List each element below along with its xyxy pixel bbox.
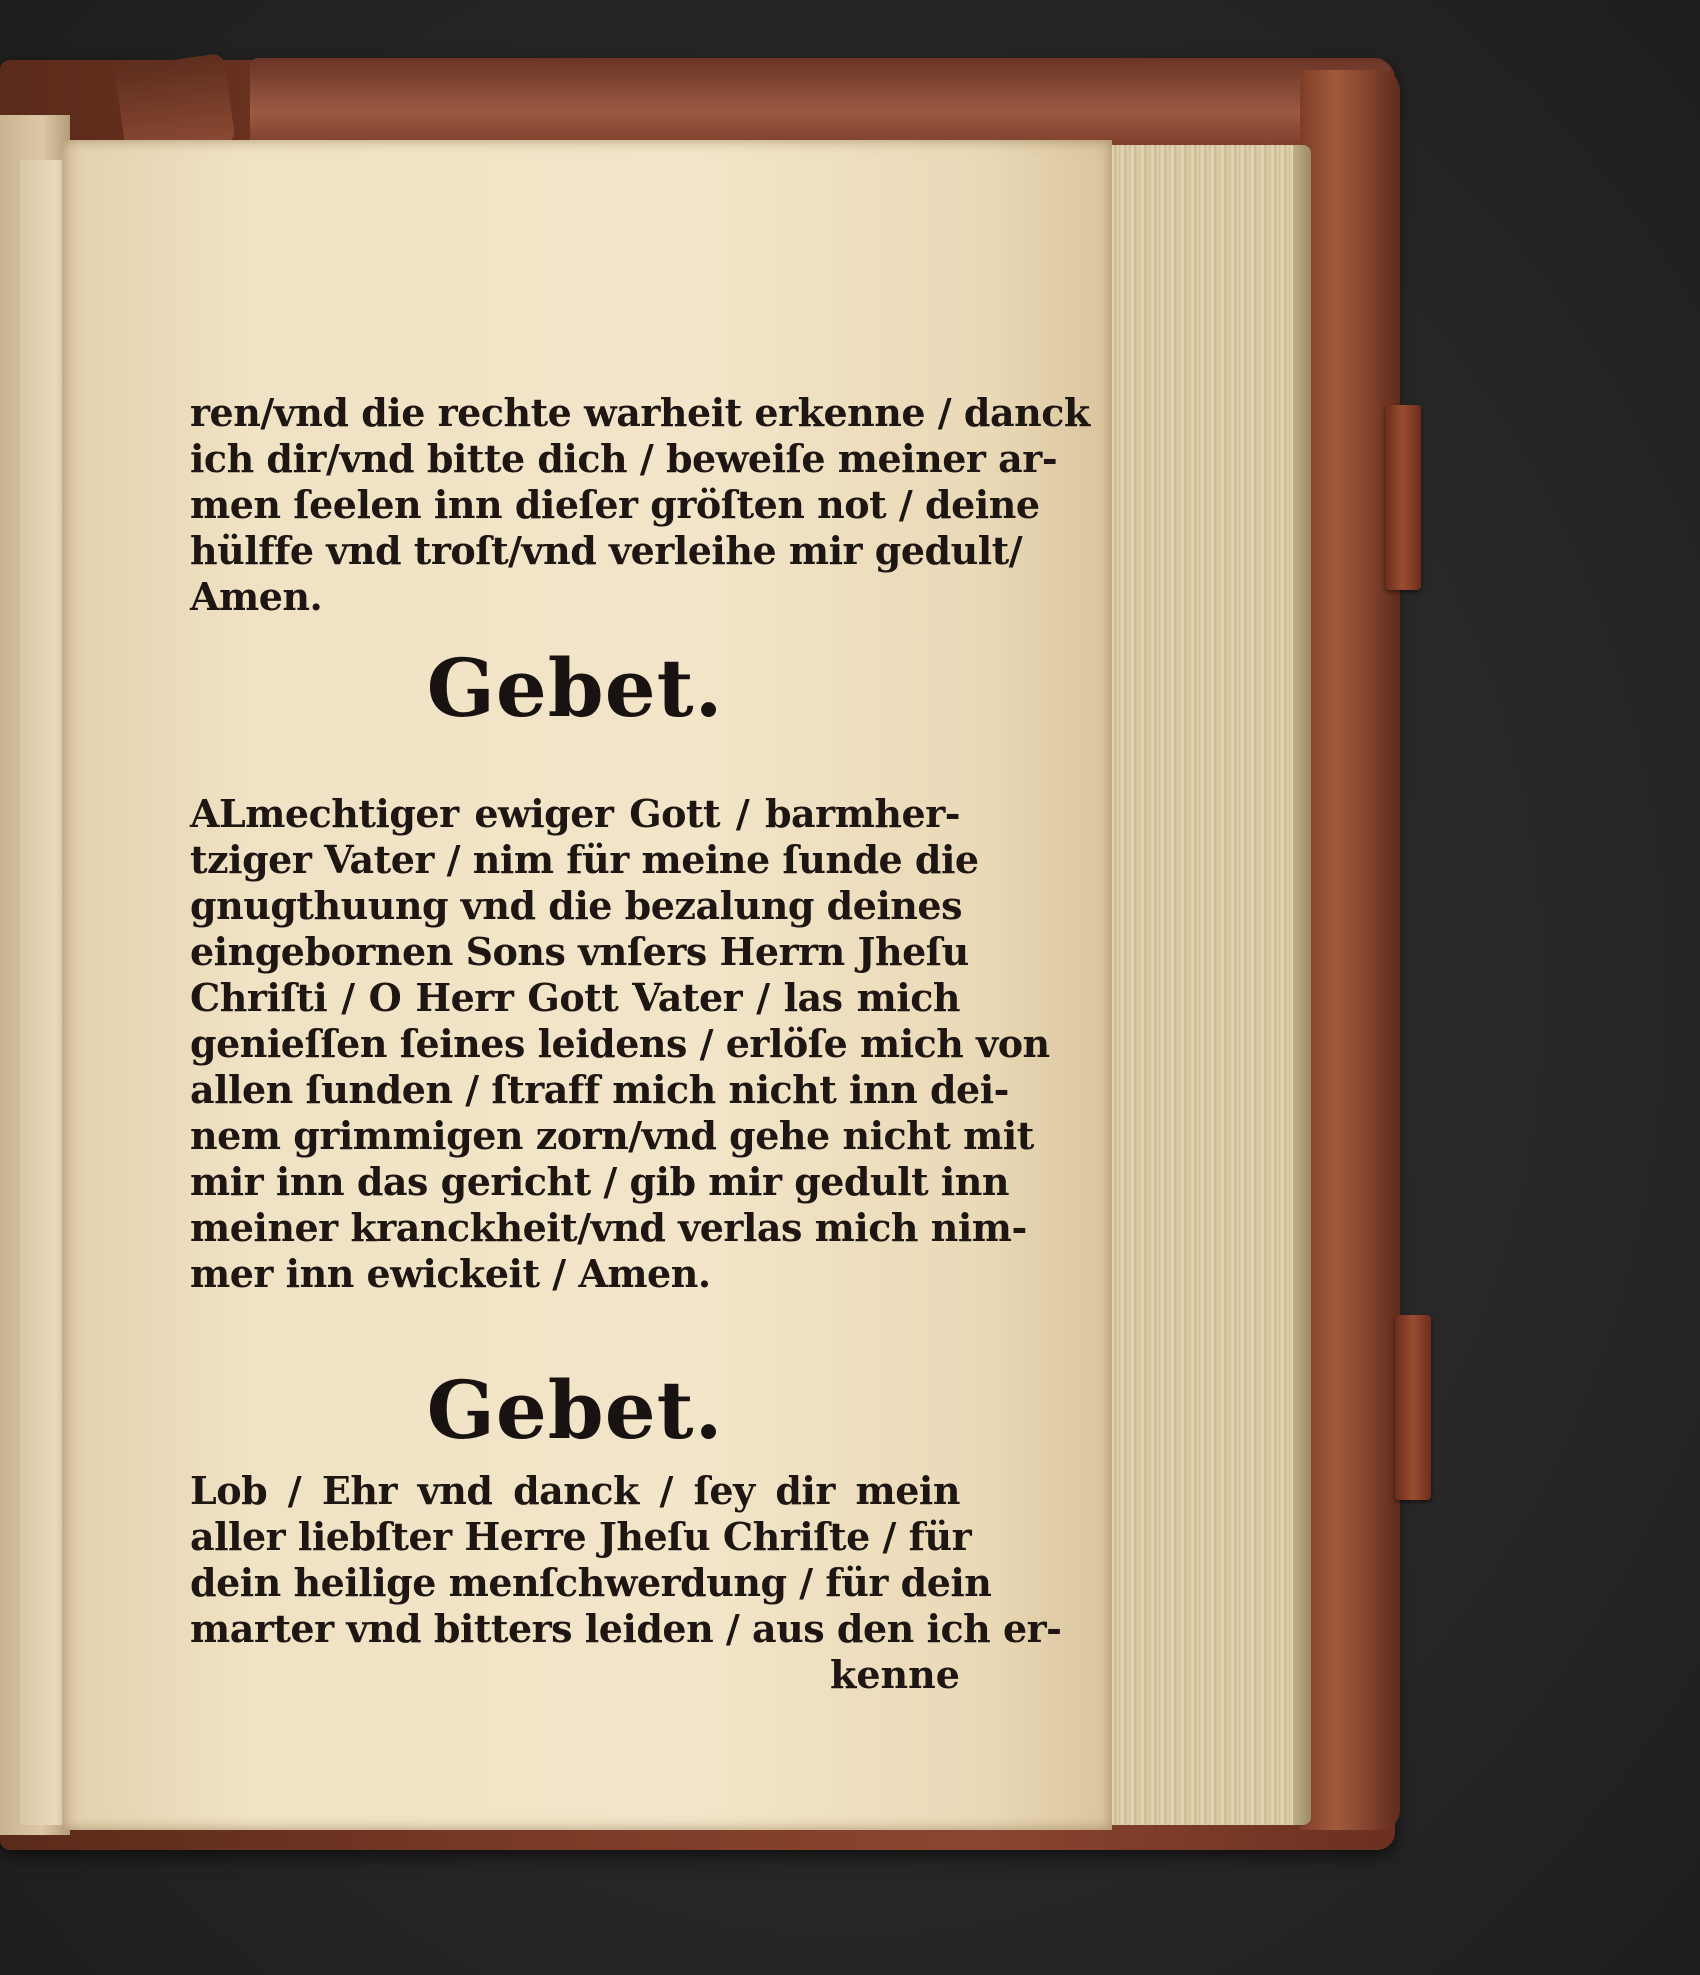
prayer-paragraph (190, 791, 1050, 1297)
clasp-lower (1395, 1315, 1431, 1500)
text-line: eingebornen Sons vnſers Herrn Jheſu (190, 929, 969, 974)
section-heading: Gebet. (426, 1363, 724, 1457)
text-line: tziger Vater / nim für meine ſunde die (190, 837, 979, 882)
text-line: ALmechtiger ewiger Gott / barmher- (190, 791, 960, 836)
text-line: gnugthuung vnd die bezalung deines (190, 883, 963, 928)
prayer-paragraph (190, 1468, 1062, 1652)
book-cover-top-edge (250, 58, 1390, 148)
clasp-upper (1385, 405, 1421, 590)
text-line: allen ſunden / ſtraff mich nicht inn dei- (190, 1067, 1009, 1112)
section-heading: Gebet. (426, 641, 724, 735)
text-line: genieſſen ſeines leidens / erlöſe mich von (190, 1021, 1050, 1066)
page-stack-edges (1100, 145, 1305, 1825)
text-line: mir inn das gericht / gib mir gedult inn (190, 1159, 1010, 1204)
book-cover-fore-edge (1300, 70, 1400, 1830)
printed-page (62, 140, 1112, 1830)
text-line: hülffe vnd troſt/vnd verleihe mir gedult/ (190, 528, 1023, 573)
text-line: Lob / Ehr vnd danck / ſey dir mein (190, 1468, 960, 1513)
text-line: men ſeelen inn dieſer gröſten not / deine (190, 482, 1040, 527)
text-line: marter vnd bitters leiden / aus den ich er- (190, 1606, 1062, 1651)
text-block (190, 390, 1090, 1698)
text-line: Amen. (190, 574, 323, 619)
text-line: meiner kranckheit/vnd verlas mich nim- (190, 1205, 1027, 1250)
text-line: ich dir/vnd bitte dich / beweiſe meiner ar- (190, 436, 1058, 481)
paragraph-continuation (190, 390, 1090, 620)
text-line: Chriſti / O Herr Gott Vater / las mich (190, 975, 960, 1020)
text-line: aller liebſter Herre Jheſu Chriſte / für (190, 1514, 972, 1559)
text-line: mer inn ewickeit / Amen. (190, 1251, 711, 1296)
text-line: nem grimmigen zorn/vnd gehe nicht mit (190, 1113, 1034, 1158)
text-line: ren/vnd die rechte warheit erkenne / danck (190, 390, 1090, 435)
catchword: kenne (830, 1652, 960, 1697)
text-line: dein heilige menſchwerdung / für dein (190, 1560, 992, 1605)
